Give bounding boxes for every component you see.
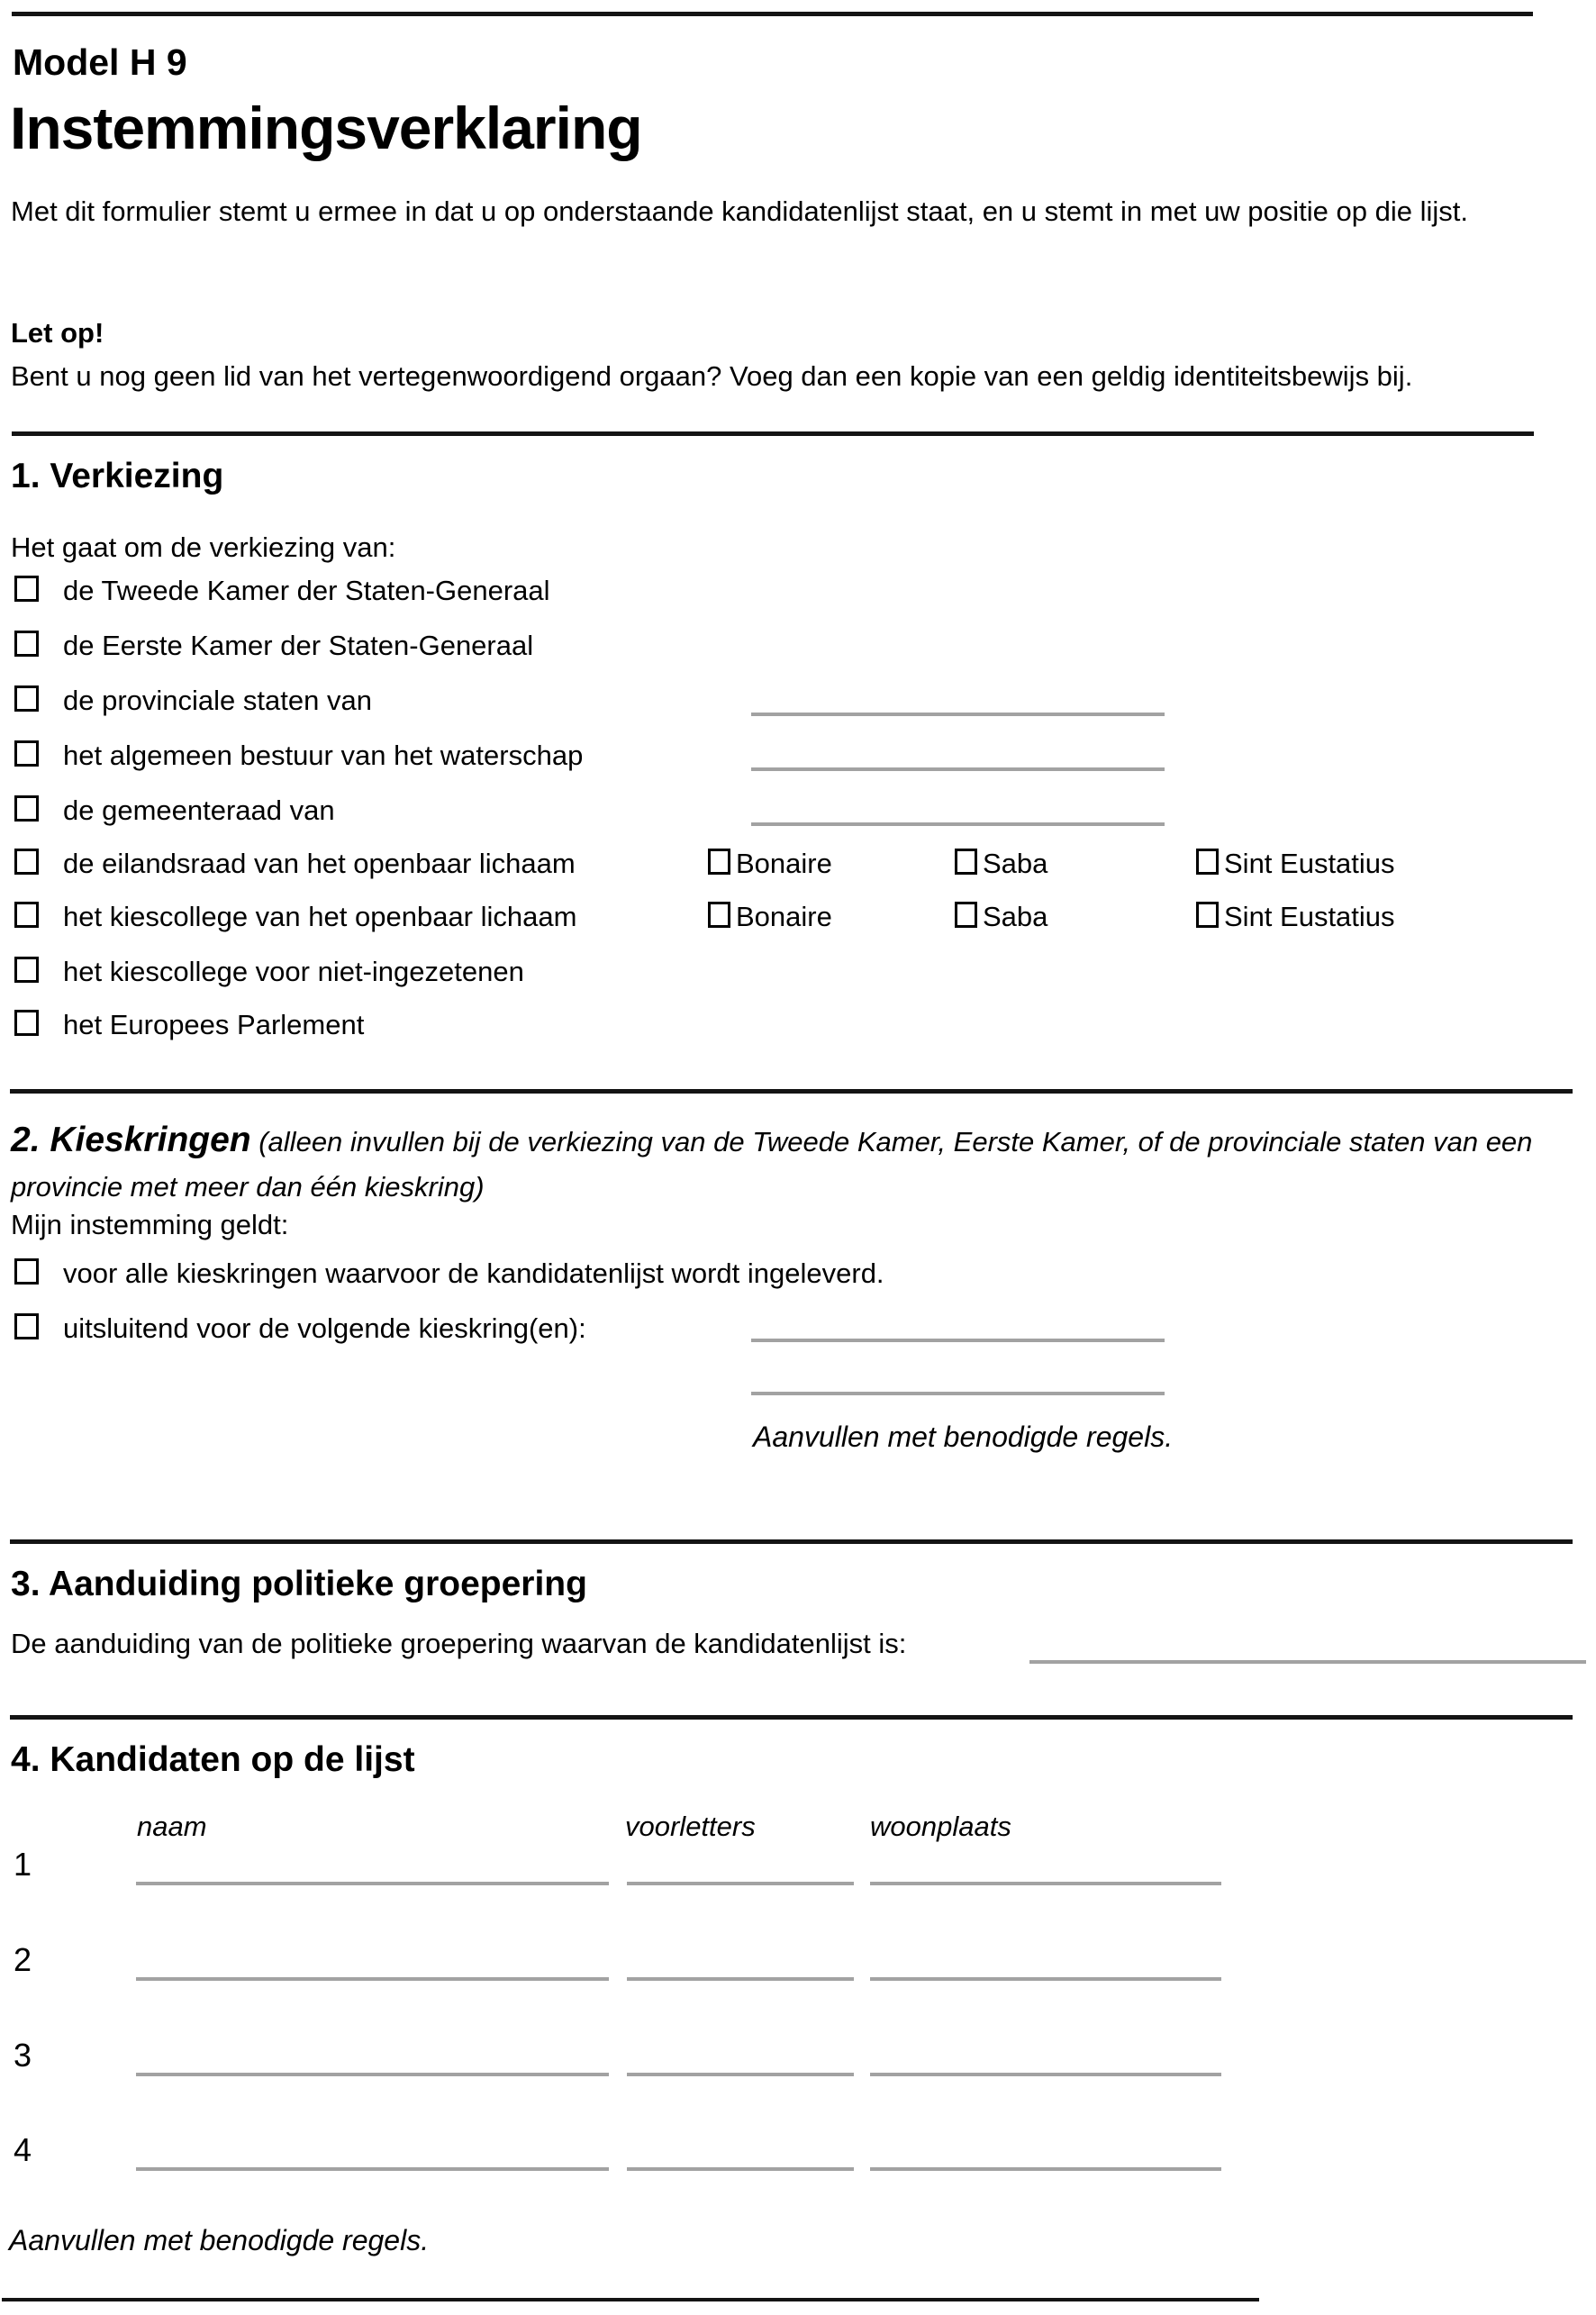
- eilandsraad-bonaire-checkbox[interactable]: [708, 849, 730, 875]
- uitsluitend-kieskring-checkbox[interactable]: [14, 1313, 39, 1339]
- section-divider: [12, 431, 1534, 436]
- gemeenteraad-write-in-line[interactable]: [751, 822, 1165, 826]
- candidate-row-number: 2: [14, 1941, 32, 1978]
- candidate-1-naam-line[interactable]: [136, 1882, 609, 1885]
- island-label: Saba: [983, 848, 1048, 879]
- section3-heading: 3. Aanduiding politieke groepering: [11, 1565, 587, 1603]
- column-header-naam: naam: [137, 1811, 207, 1842]
- candidate-3-voorletters-line[interactable]: [627, 2073, 854, 2076]
- bottom-divider: [2, 2298, 1259, 2301]
- option-label: het Europees Parlement: [63, 1009, 365, 1040]
- tweede-kamer-checkbox[interactable]: [14, 576, 39, 602]
- column-header-woonplaats: woonplaats: [870, 1811, 1011, 1842]
- election-option-row: [0, 794, 1596, 832]
- niet-ingezetenen-checkbox[interactable]: [14, 957, 39, 983]
- column-header-voorletters: voorletters: [625, 1811, 756, 1842]
- election-option-row: [0, 848, 1596, 885]
- candidate-2-voorletters-line[interactable]: [627, 1977, 854, 1981]
- candidate-3-woonplaats-line[interactable]: [870, 2073, 1221, 2076]
- kiescollege-lichaam-checkbox[interactable]: [14, 902, 39, 928]
- candidate-2-woonplaats-line[interactable]: [870, 1977, 1221, 1981]
- island-option: [708, 901, 915, 937]
- candidate-row-number: 3: [14, 2037, 32, 2074]
- option-label: het kiescollege van het openbaar lichaam: [63, 901, 577, 932]
- option-label: de provinciale staten van: [63, 685, 372, 716]
- election-option-row: [0, 630, 1596, 667]
- section-divider: [10, 1539, 1573, 1544]
- kieskring-option-row: [0, 1257, 1596, 1295]
- option-label: de Tweede Kamer der Staten-Generaal: [63, 575, 550, 606]
- island-option: [1196, 848, 1448, 884]
- candidate-2-naam-line[interactable]: [136, 1977, 609, 1981]
- candidate-row-number: 4: [14, 2131, 32, 2168]
- island-label: Sint Eustatius: [1224, 848, 1395, 879]
- gemeenteraad-checkbox[interactable]: [14, 795, 39, 822]
- candidate-row-number: 1: [14, 1846, 32, 1883]
- section3-field-label: De aanduiding van de politieke groepering waarvan de kandidatenlijst is:: [11, 1628, 907, 1659]
- eilandsraad-sint-eustatius-checkbox[interactable]: [1196, 849, 1219, 875]
- top-divider: [12, 12, 1533, 16]
- option-label: het kiescollege voor niet-ingezetenen: [63, 956, 524, 987]
- island-option: [708, 848, 915, 884]
- election-option-row: [0, 575, 1596, 613]
- model-label: Model H 9: [13, 41, 187, 83]
- election-option-row: [0, 1009, 1596, 1047]
- section2-heading: 2. Kieskringen: [11, 1121, 251, 1159]
- eilandsraad-checkbox[interactable]: [14, 849, 39, 875]
- section4-heading: 4. Kandidaten op de lijst: [11, 1740, 415, 1779]
- section-divider: [10, 1715, 1573, 1720]
- island-label: Bonaire: [736, 901, 832, 932]
- eilandsraad-saba-checkbox[interactable]: [955, 849, 977, 875]
- island-label: Bonaire: [736, 848, 832, 879]
- island-option: [1196, 901, 1448, 937]
- candidate-4-voorletters-line[interactable]: [627, 2167, 854, 2171]
- waterschap-write-in-line[interactable]: [751, 767, 1165, 771]
- candidate-3-naam-line[interactable]: [136, 2073, 609, 2076]
- section1-heading: 1. Verkiezing: [11, 457, 224, 495]
- election-option-row: [0, 901, 1596, 939]
- island-label: Saba: [983, 901, 1048, 932]
- groepering-write-in-line[interactable]: [1029, 1660, 1586, 1664]
- kiescollege-sint-eustatius-checkbox[interactable]: [1196, 902, 1219, 928]
- island-option: [955, 848, 1117, 884]
- option-label: de eilandsraad van het openbaar lichaam: [63, 848, 576, 879]
- candidate-1-woonplaats-line[interactable]: [870, 1882, 1221, 1885]
- kieskring-write-in-line-1[interactable]: [751, 1339, 1165, 1342]
- option-label: de Eerste Kamer der Staten-Generaal: [63, 630, 534, 661]
- section1-intro: Het gaat om de verkiezing van:: [11, 531, 396, 563]
- candidate-1-voorletters-line[interactable]: [627, 1882, 854, 1885]
- waterschap-checkbox[interactable]: [14, 740, 39, 767]
- option-label: het algemeen bestuur van het waterschap: [63, 740, 584, 771]
- page-title: Instemmingsverklaring: [10, 95, 642, 161]
- option-label: uitsluitend voor de volgende kieskring(en):: [63, 1312, 586, 1344]
- election-option-row: [0, 685, 1596, 722]
- provinciale-staten-write-in-line[interactable]: [751, 713, 1165, 716]
- attention-heading: Let op!: [11, 317, 104, 349]
- eerste-kamer-checkbox[interactable]: [14, 631, 39, 657]
- section-divider: [10, 1089, 1573, 1094]
- kiescollege-saba-checkbox[interactable]: [955, 902, 977, 928]
- attention-text: Bent u nog geen lid van het vertegenwoordigend orgaan? Voeg dan een kopie van een geldig identiteitsbewijs bij.: [11, 360, 1413, 392]
- kiescollege-bonaire-checkbox[interactable]: [708, 902, 730, 928]
- election-option-row: [0, 956, 1596, 994]
- section2-heading-note: (alleen invullen bij de verkiezing van de Tweede Kamer, Eerste Kamer, of de provinciale staten van een provincie met meer dan één kieskring): [11, 1126, 1533, 1203]
- island-label: Sint Eustatius: [1224, 901, 1395, 932]
- intro-paragraph: Met dit formulier stemt u ermee in dat u op onderstaande kandidatenlijst staat, en u stemt in met uw positie op die lijst.: [11, 195, 1468, 227]
- candidate-4-woonplaats-line[interactable]: [870, 2167, 1221, 2171]
- option-label: voor alle kieskringen waarvoor de kandidatenlijst wordt ingeleverd.: [63, 1257, 884, 1289]
- section2-intro: Mijn instemming geldt:: [11, 1209, 289, 1240]
- election-option-row: [0, 740, 1596, 777]
- provinciale-staten-checkbox[interactable]: [14, 685, 39, 712]
- section2-heading-block: [11, 1118, 1589, 1210]
- island-option: [955, 901, 1117, 937]
- europees-parlement-checkbox[interactable]: [14, 1010, 39, 1036]
- kieskring-option-row: [0, 1312, 1596, 1350]
- kieskring-write-in-line-2[interactable]: [751, 1392, 1165, 1395]
- section2-note: Aanvullen met benodigde regels.: [753, 1421, 1174, 1453]
- alle-kieskringen-checkbox[interactable]: [14, 1258, 39, 1285]
- candidate-4-naam-line[interactable]: [136, 2167, 609, 2171]
- section4-note: Aanvullen met benodigde regels.: [9, 2224, 430, 2256]
- option-label: de gemeenteraad van: [63, 794, 335, 826]
